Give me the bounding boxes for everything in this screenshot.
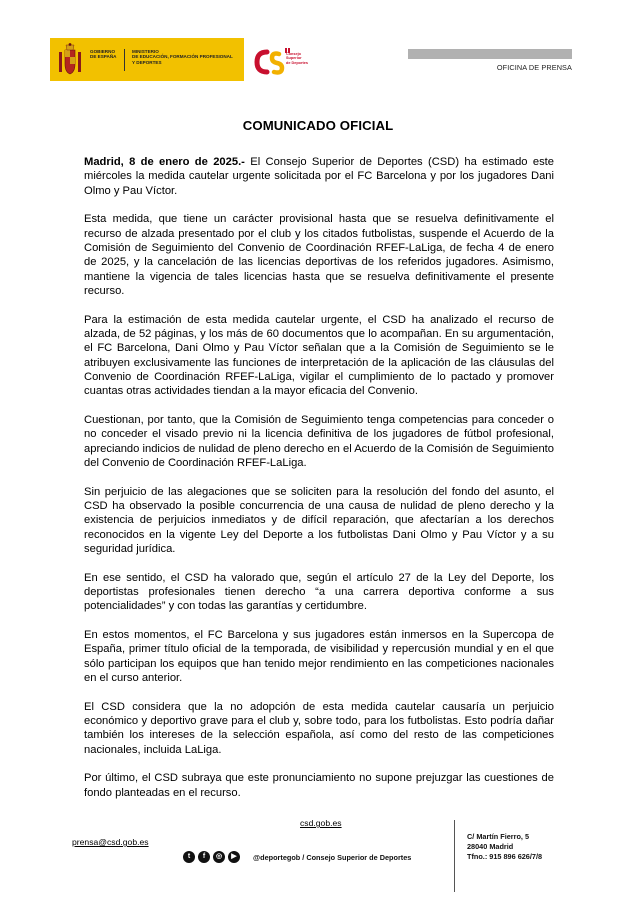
paragraph-intro [84, 155, 554, 198]
paragraph-intro-text: El Consejo Superior de Deportes (CSD) ha estimado este miércoles la medida cautelar urgente solicitada por el FC Barcelona y por los jugadores Dani Olmo y Pau Víctor. [84, 156, 554, 197]
paragraph: Por último, el CSD subraya que este pronunciamiento no supone prejuzgar las cuestiones de fondo planteadas en el recurso. [84, 772, 554, 799]
paragraph: El CSD considera que la no adopción de esta medida cautelar causaría un perjuicio económico y deportivo grave para el club y, sobre todo, para los futbolistas. Esto podría dañar también los intereses de la selección española, así como del resto de las competiciones nacionales, incluida LaLiga. [84, 700, 554, 756]
press-office-label: OFICINA DE PRENSA [496, 63, 572, 72]
paragraph: Cuestionan, por tanto, que la Comisión de Seguimiento tenga competencias para conceder o no conceder el visado previo ni la licencia definitiva de los jugadores de fútbol profesional, apreciando indicios de nulidad de pleno derecho en el Acuerdo de la Comisión de Seguimiento del Convenio de Coordinación RFEF-LaLiga. [84, 413, 554, 469]
ministry-label: MINISTERIO DE EDUCACIÓN, FORMACIÓN PROFESIONAL Y DEPORTES [132, 49, 233, 65]
facebook-icon[interactable]: f [198, 851, 210, 863]
press-email-link[interactable]: prensa@csd.gob.es [72, 837, 149, 847]
website-link[interactable]: csd.gob.es [300, 818, 342, 828]
youtube-icon[interactable]: ▶ [228, 851, 240, 863]
footer-divider [454, 820, 455, 892]
instagram-icon[interactable]: ◎ [213, 851, 225, 863]
document-title: COMUNICADO OFICIAL [242, 118, 394, 133]
paragraph: En ese sentido, el CSD ha valorado que, según el artículo 27 de la Ley del Deporte, los deportistas profesionales tienen derecho “a una carrera deportiva conforme a sus potencialidades” y con todas las garantías y certidumbre. [84, 571, 554, 613]
paragraph: Esta medida, que tiene un carácter provisional hasta que se resuelva definitivamente el recurso de alzada presentado por el club y los citados futbolistas, suspende el Acuerdo de la Comisión de Seguimiento del Convenio de Coordinación RFEF-LaLiga, de fecha 4 de enero de 2025, y la cancelación de las licencias deportivas de los referidos jugadores. Asimismo, mantiene la vigencia de tales licencias hasta que se resuelva definitivamente el presente recurso. [84, 213, 554, 297]
document-body [84, 155, 554, 814]
social-handle: @deportegob / Consejo Superior de Deportes [253, 853, 412, 862]
government-label: GOBIERNO DE ESPAÑA [90, 49, 125, 71]
paragraph: En estos momentos, el FC Barcelona y sus jugadores están inmersos en la Supercopa de España, primer título oficial de la temporada, de visibilidad y repercusión mundial y en el que sólo participan los equipos que han tenido mejor rendimiento en las competiciones nacionales en el curso anterior. [84, 629, 554, 684]
paragraph: Para la estimación de esta medida cautelar urgente, el CSD ha analizado el recurso de alzada, de 52 páginas, y los más de 60 documentos que lo acompañan. En su argumentación, el FC Barcelona, Dani Olmo y Pau Víctor señalan que a la Comisión de Seguimiento se le atribuyen exclusivamente las funciones de interpretación de la aplicación de las cláusulas del Convenio de Coordinación RFEF-LaLiga, vigilar el cumplimiento de lo pactado y promover cuantas otras actividades tiendan a la mayor eficacia del Convenio. [84, 313, 554, 398]
press-office-bar [408, 49, 572, 59]
coat-of-arms-icon [56, 42, 84, 78]
twitter-icon[interactable]: t [183, 851, 195, 863]
postal-address: C/ Martín Fierro, 5 28040 Madrid Tfno.: 915 896 626/7/8 [467, 832, 543, 862]
csd-logo-label: Consejo Superior de Deportes [286, 52, 308, 65]
social-icons [183, 851, 240, 864]
paragraph: Sin perjuicio de las alegaciones que se soliciten para la resolución del fondo del asunto, el CSD ha observado la posible concurrencia de una causa de nulidad de pleno derecho y la existencia de perjuicios inmediatos y de difícil reparación, que afectarían a los derechos reconocidos en la vigente Ley del Deporte a los futbolistas Dani Olmo y Pau Víctor y a su seguridad jurídica. [84, 485, 554, 555]
government-logo-block [50, 38, 244, 81]
dateline: Madrid, 8 de enero de 2025.- [84, 156, 245, 168]
